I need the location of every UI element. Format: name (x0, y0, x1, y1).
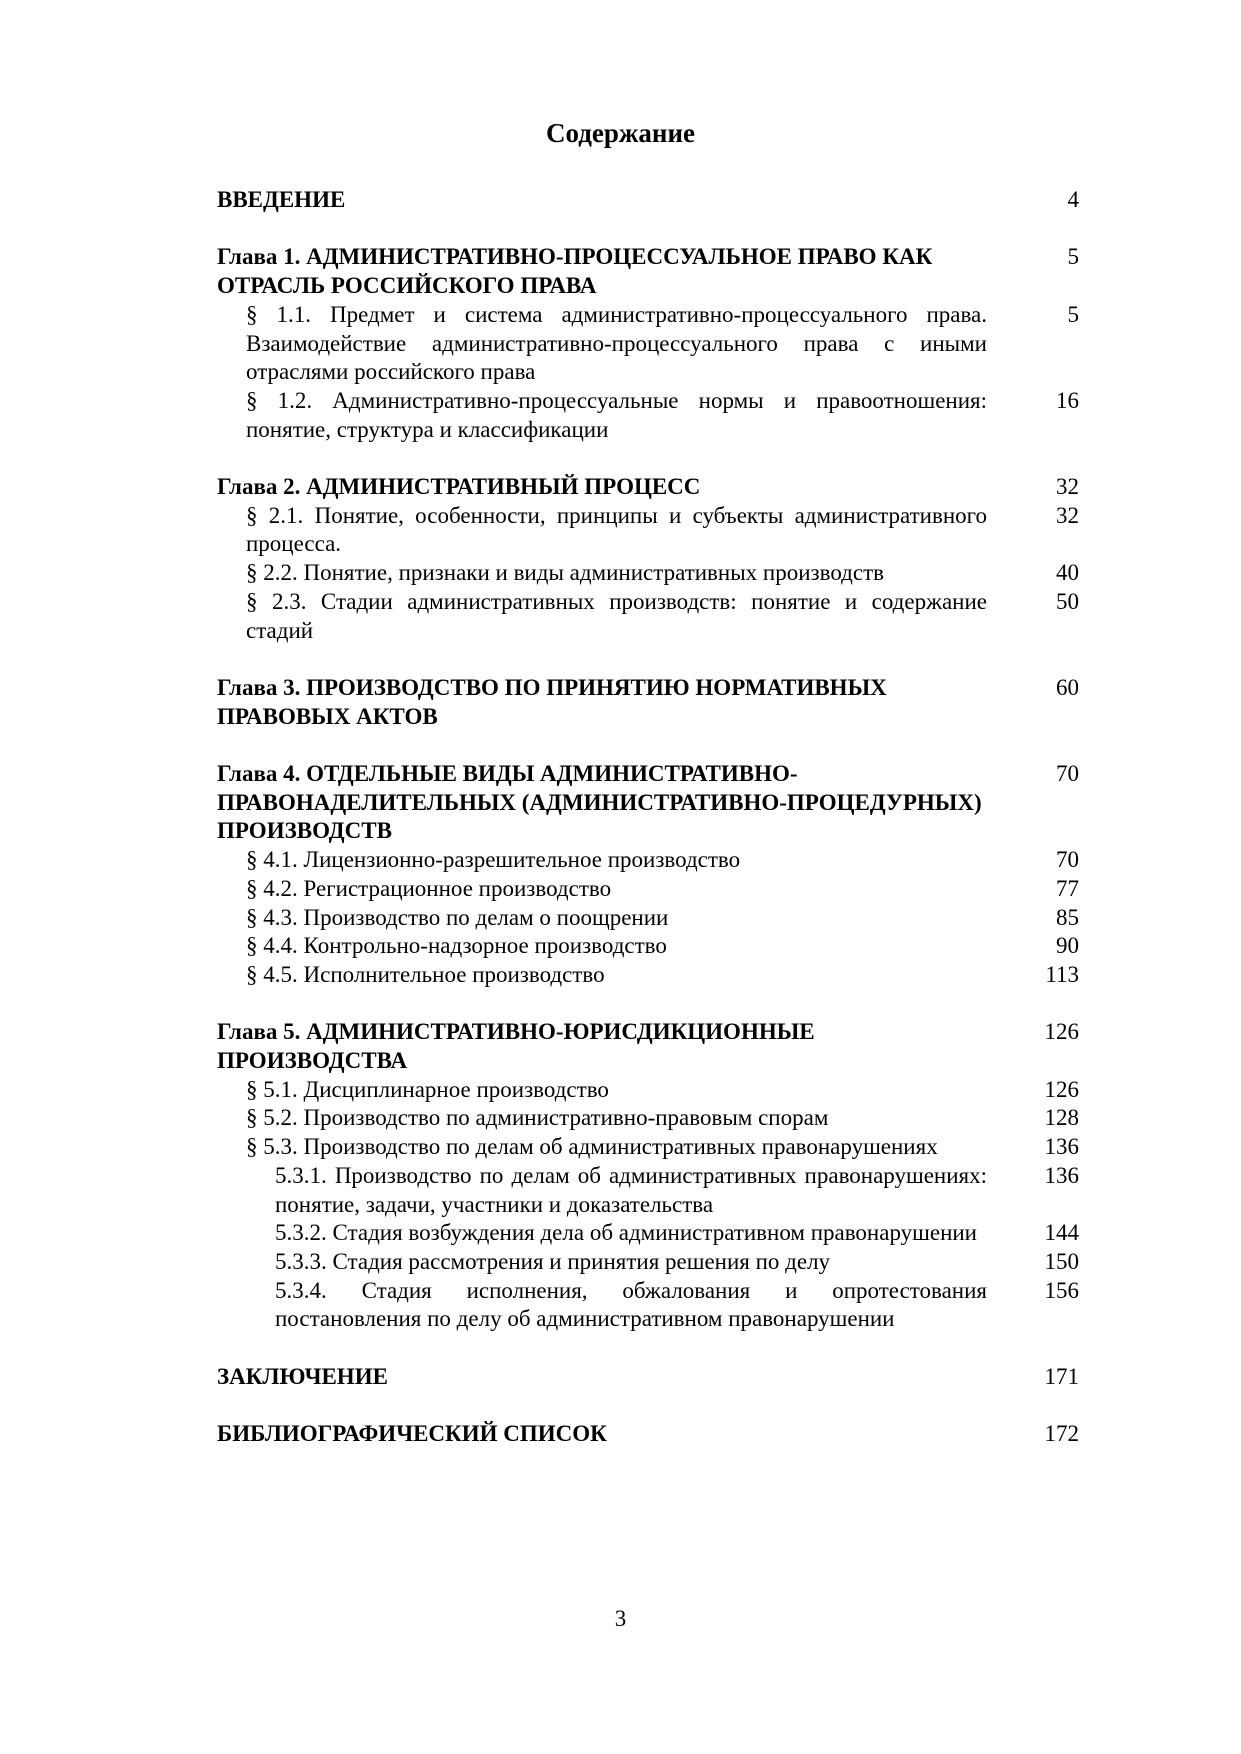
toc-entry-title: ЗАКЛЮЧЕНИЕ (217, 1363, 388, 1389)
toc-entry-title: § 4.3. Производство по делам о поощрении (246, 904, 669, 930)
toc-entry-page: 70 (1056, 847, 1079, 873)
toc-entry-page: 70 (1056, 761, 1079, 786)
toc-entry-page: 32 (1056, 502, 1079, 528)
toc-entry-title: § 2.2. Понятие, признаки и виды административных производств (246, 560, 884, 586)
toc-entry-page: 4 (1067, 187, 1079, 212)
toc-entry-page: 172 (1044, 1421, 1079, 1447)
page-number: 3 (614, 1606, 627, 1631)
toc-subsection-entry (217, 1277, 1079, 1334)
toc-entry-title: Глава 3. ПРОИЗВОДСТВО ПО ПРИНЯТИЮ НОРМАТИВНЫХ ПРАВОВЫХ АКТОВ (217, 674, 887, 729)
table-of-contents (217, 186, 1079, 1449)
toc-entry-title: Глава 1. АДМИНИСТРАТИВНО-ПРОЦЕССУАЛЬНОЕ ПРАВО КАК ОТРАСЛЬ РОССИЙСКОГО ПРАВА (217, 244, 933, 299)
toc-entry-page: 126 (1044, 1019, 1079, 1045)
toc-entry-page: 128 (1044, 1105, 1079, 1131)
toc-entry-page: 90 (1056, 933, 1079, 959)
toc-section-entry (217, 559, 1079, 588)
toc-chapter-entry (217, 1420, 1079, 1449)
toc-entry-title: 5.3.3. Стадия рассмотрения и принятия решения по делу (275, 1248, 831, 1274)
toc-entry-page: 50 (1056, 588, 1079, 614)
toc-entry-title: 5.3.2. Стадия возбуждения дела об административном правонарушении (275, 1220, 977, 1246)
toc-section-entry (217, 301, 1079, 387)
toc-entry-page: 156 (1044, 1277, 1079, 1303)
toc-chapter-entry (217, 1018, 1079, 1075)
toc-section-entry (217, 904, 1079, 933)
toc-entry-page: 126 (1044, 1076, 1079, 1102)
toc-entry-title: ВВЕДЕНИЕ (217, 187, 346, 212)
toc-entry-title: 5.3.1. Производство по делам об административных правонарушениях: понятие, задачи, участники и доказательства (275, 1162, 987, 1217)
toc-entry-page: 5 (1067, 301, 1079, 327)
toc-entry-title: Глава 5. АДМИНИСТРАТИВНО-ЮРИСДИКЦИОННЫЕ ПРОИЗВОДСТВА (217, 1019, 815, 1074)
toc-entry-page: 113 (1045, 961, 1079, 987)
toc-section-entry (217, 502, 1079, 559)
toc-chapter-entry (217, 473, 1079, 502)
toc-entry-title: § 5.1. Дисциплинарное производство (246, 1076, 609, 1102)
toc-entry-title: Глава 2. АДМИНИСТРАТИВНЫЙ ПРОЦЕСС (217, 474, 701, 499)
toc-entry-title: 5.3.4. Стадия исполнения, обжалования и опротестования постановления по делу об административном правонарушении (275, 1277, 987, 1332)
toc-chapter-entry (217, 760, 1079, 846)
toc-entry-page: 16 (1056, 387, 1079, 413)
toc-subsection-entry (217, 1219, 1079, 1248)
toc-entry-page: 40 (1056, 560, 1079, 586)
toc-section-entry (217, 846, 1079, 875)
toc-entry-page: 136 (1044, 1162, 1079, 1188)
toc-section-entry (217, 961, 1079, 990)
toc-entry-page: 5 (1067, 244, 1079, 270)
toc-entry-title: § 4.1. Лицензионно-разрешительное производство (246, 847, 741, 873)
toc-entry-page: 171 (1044, 1363, 1079, 1389)
toc-entry-title: § 5.3. Производство по делам об административных правонарушениях (246, 1134, 938, 1160)
toc-section-entry (217, 1076, 1079, 1105)
toc-entry-page: 60 (1056, 674, 1079, 700)
toc-section-entry (217, 588, 1079, 645)
toc-entry-page: 136 (1044, 1134, 1079, 1160)
toc-section-entry (217, 1104, 1079, 1133)
toc-entry-title: Глава 4. ОТДЕЛЬНЫЕ ВИДЫ АДМИНИСТРАТИВНО-ПРАВОНАДЕЛИТЕЛЬНЫХ (АДМИНИСТРАТИВНО-ПРОЦЕДУРНЫХ) ПРОИЗВОДСТВ (217, 761, 982, 844)
toc-entry-title: БИБЛИОГРАФИЧЕСКИЙ СПИСОК (217, 1421, 607, 1447)
toc-entry-title: § 4.5. Исполнительное производство (246, 961, 605, 987)
toc-section-entry (217, 932, 1079, 961)
toc-entry-page: 150 (1044, 1248, 1079, 1274)
toc-entry-title: § 2.1. Понятие, особенности, принципы и субъекты административного процесса. (246, 502, 987, 557)
toc-entry-title: § 1.2. Административно-процессуальные нормы и правоотношения: понятие, структура и классификации (246, 387, 987, 442)
toc-chapter-entry (217, 1363, 1079, 1392)
toc-subsection-entry (217, 1162, 1079, 1219)
toc-entry-page: 144 (1044, 1220, 1079, 1246)
toc-entry-title: § 1.1. Предмет и система административно-процессуального права. Взаимодействие административно-процессуального права с иными отраслями российского права (246, 301, 987, 385)
toc-chapter-entry (217, 674, 1079, 731)
toc-entry-title: § 4.2. Регистрационное производство (246, 875, 612, 901)
toc-section-entry (217, 1133, 1079, 1162)
toc-entry-title: § 4.4. Контрольно-надзорное производство (246, 933, 667, 959)
toc-entry-page: 85 (1056, 904, 1079, 930)
toc-entry-page: 77 (1056, 875, 1079, 901)
toc-section-entry (217, 387, 1079, 444)
toc-chapter-entry (217, 186, 1079, 215)
toc-section-entry (217, 875, 1079, 904)
toc-entry-title: § 5.2. Производство по административно-правовым спорам (246, 1105, 829, 1131)
page-title: Содержание (545, 118, 696, 148)
toc-subsection-entry (217, 1248, 1079, 1277)
toc-entry-page: 32 (1056, 474, 1079, 499)
toc-chapter-entry (217, 243, 1079, 300)
toc-entry-title: § 2.3. Стадии административных производств: понятие и содержание стадий (246, 588, 987, 643)
